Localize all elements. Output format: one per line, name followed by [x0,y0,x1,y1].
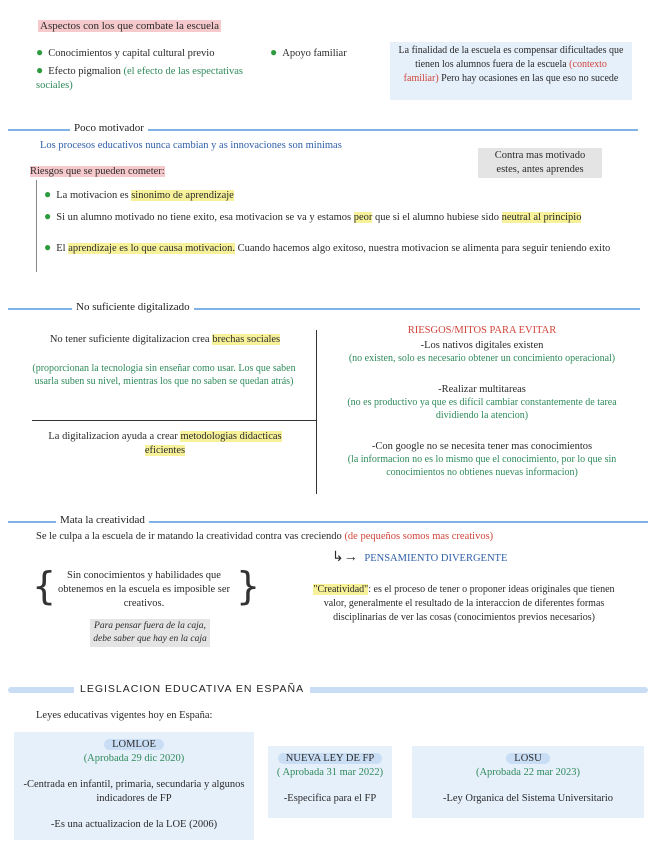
heading-text: LEGISLACION EDUCATIVA EN ESPAÑA [80,683,305,695]
law-name: NUEVA LEY DE FP [278,753,382,764]
brechas-text [30,333,300,347]
finalidad-box [390,42,632,100]
heading-poco-motivador: Poco motivador [70,122,148,134]
bullet-apoyo [270,45,347,60]
box-text: Pero hay ocasiones en las que eso no sucede [438,73,619,84]
law-card-lomloe [14,732,254,840]
bullet-dot-icon: ● [270,45,278,59]
bullet-note: (el efecto de las espectativas sociales) [36,66,244,91]
law-date: (Aprobada 22 mar 2023) [475,767,581,778]
mito-note: (la informacion no es lo mismo que el conocimiento, por lo que sin conocimientos no obtienes nuevas informacion) [347,454,617,478]
brechas-highlight: brechas sociales [212,334,281,345]
section-aspectos-title [38,20,221,32]
table-hline [32,420,316,421]
bullet-dot-icon: ● [44,240,52,254]
mitos-block [326,324,638,479]
risk-text: Si un alumno motivado no tiene exito, esa motivacion se va y estamos [56,212,354,223]
heading-legislacion [74,683,310,695]
intro-note: (de pequeños somos mas creativos) [344,531,494,542]
mitos-title: RIESGOS/MITOS PARA EVITAR [407,325,557,336]
caja-note: Para pensar fuera de la caja, debe saber que hay en la caja [90,619,210,647]
risks-heading [30,166,165,177]
box-note: (contexto familiar) [403,59,607,84]
brechas-main: No tener suficiente digitalizacion crea [49,334,213,345]
mito-item: -Realizar multitareas [438,384,526,395]
metodologias-text [30,430,300,458]
bullet-text: Efecto pigmalion [48,66,124,77]
bullet-dot-icon: ● [44,209,52,223]
bullet-dot-icon: ● [44,187,52,201]
risk-highlight: sinonimo de aprendizaje [131,190,234,201]
risk-item [44,240,614,256]
risk-item [44,187,614,202]
law-point: -Es una actualizacion de la LOE (2006) [50,819,218,830]
mito-note: (no existen, solo es necesario obtener un concimiento operacional) [348,353,616,364]
risk-text: que si el alumno hubiese sido [372,212,502,223]
heading-mata-creatividad: Mata la creatividad [56,514,149,526]
metodologias-highlight: metodologias didacticas eficientes [144,431,282,456]
brace-text: Sin conocimientos y habilidades que obtenemos en la escuela es imposible ser creativos. [57,570,231,609]
metodologias-main: La digitalizacion ayuda a crear [48,431,181,442]
bullet-dot-icon: ● [36,63,44,77]
risks-bracket [36,180,37,272]
law-point: -Ley Organica del Sistema Universitario [442,793,614,804]
law-name: LOMLOE [104,739,164,750]
motivado-note: Contra mas motivado estes, antes aprendes [478,148,602,178]
box-text: La finalidad de la escuela es compensar dificultades que tienen los alumnos fuera de la escuela [398,45,624,70]
leyes-intro: Leyes educativas vigentes hoy en España: [36,710,213,721]
mito-note: (no es productivo ya que es difícil cambiar constantemente de tarea dividiendo la atencion) [347,397,617,421]
intro-text: Se le culpa a la escuela de ir matando la creatividad contra vas creciendo [36,531,345,542]
table-vline [316,330,317,494]
law-card-losu [412,746,644,818]
left-brace-icon: { [32,564,57,608]
right-brace-icon: } [236,564,261,608]
divergente-label: PENSAMIENTO DIVERGENTE [364,553,508,564]
curved-arrow-icon: ↳→ [332,550,358,565]
creatividad-intro [36,531,636,542]
law-card-fp [268,746,392,818]
arrow-divergente [332,549,507,566]
risk-highlight: neutral al principio [501,212,582,223]
bullet-dot-icon: ● [36,45,44,59]
creatividad-definition [304,583,624,625]
law-point: -Especifica para el FP [283,793,377,804]
risk-highlight: aprendizaje es lo que causa motivacion. [68,243,235,254]
bullet-conocimientos [36,45,214,60]
law-name: LOSU [506,753,549,764]
risks-heading-text: Riesgos que se pueden cometer: [30,166,165,177]
law-date: (Aprobada 29 dic 2020) [83,753,185,764]
definition-term: "Creatividad" [313,584,369,595]
poco-motivador-intro: Los procesos educativos nunca cambian y as innovaciones son minimas [40,140,342,151]
bullet-pigmalion [36,63,276,93]
risk-text: La motivacion es [56,190,132,201]
law-point: -Centrada en infantil, primaria, secundaria y algunos indicadores de FP [23,779,245,804]
definition-text: : es el proceso de tener o proponer ideas originales que tienen valor, generalmente el resultado de la interaccion de diferentes formas disciplinarias de ver las cosas (conocimientos previos necesarios) [323,584,615,623]
bullet-text: Apoyo familiar [282,48,347,59]
bullet-text: Conocimientos y capital cultural previo [48,48,215,59]
risk-text: Cuando hacemos algo exitoso, nuestra motivacion se alimenta para seguir teniendo exito [234,243,611,254]
brechas-note: (proporcionan la tecnologia sin enseñar como usar. Los que saben usarla suben su nivel, mientras los que no saben se quedan atrás) [32,363,296,387]
heading-aspectos: Aspectos con los que combate la escuela [40,20,219,32]
mito-item: -Con google no se necesita tener mas conocimientos [371,441,593,452]
heading-no-digitalizado: No suficiente digitalizado [72,301,194,313]
risk-text: El [56,243,69,254]
mito-item: -Los nativos digitales existen [420,340,544,351]
law-date: ( Aprobada 31 mar 2022) [276,767,384,778]
risk-item [44,209,604,225]
risk-highlight: peor [353,212,373,223]
